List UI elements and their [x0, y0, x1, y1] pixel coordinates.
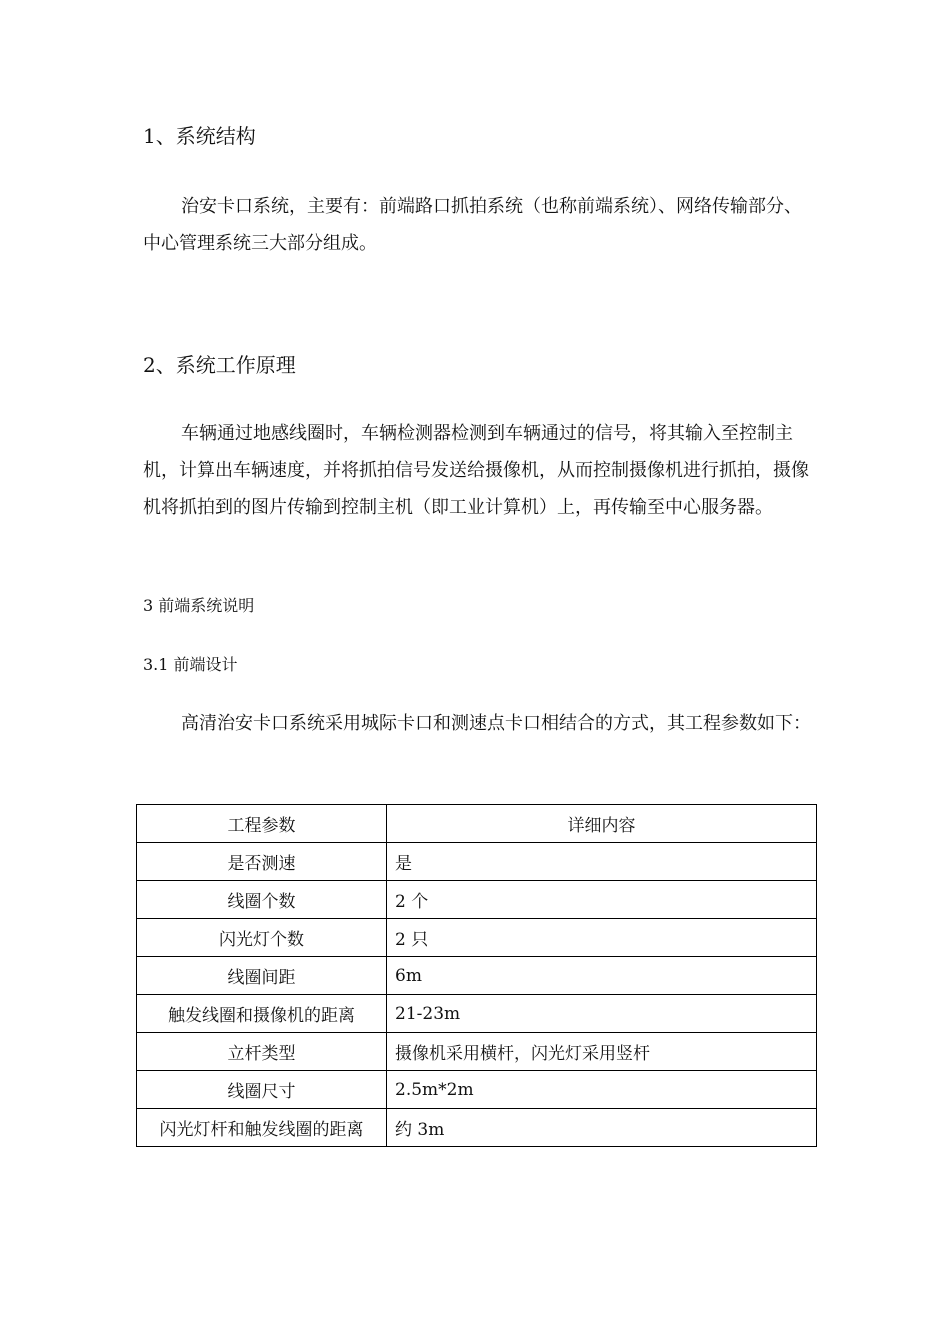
table-row [137, 995, 817, 1033]
param-name-cell: 线圈间距 [137, 957, 387, 995]
param-value-cell: 21-23m [387, 995, 817, 1033]
section-3-1-heading: 3.1 前端设计 [143, 655, 238, 674]
table-row [137, 1033, 817, 1071]
table-row [137, 881, 817, 919]
section-3-1-paragraph: 高清治安卡口系统采用城际卡口和测速点卡口相结合的方式，其工程参数如下： [181, 713, 811, 734]
table-header-row [137, 805, 817, 843]
param-value-cell: 6m [387, 957, 817, 995]
table-row [137, 957, 817, 995]
param-name-cell: 线圈个数 [137, 881, 387, 919]
header-cell-parameter: 工程参数 [137, 805, 387, 843]
param-value-cell: 摄像机采用横杆，闪光灯采用竖杆 [387, 1033, 817, 1071]
section-1-paragraph: 治安卡口系统，主要有：前端路口抓拍系统（也称前端系统）、网络传输部分、中心管理系统三大部分组成。 [143, 196, 802, 254]
param-name-cell: 闪光灯个数 [137, 919, 387, 957]
param-value-cell: 2 个 [387, 881, 817, 919]
section-1-heading: 1、系统结构 [143, 124, 256, 148]
param-value-cell: 约 3m [387, 1109, 817, 1147]
table-row [137, 843, 817, 881]
section-3-heading: 3 前端系统说明 [143, 596, 255, 615]
section-2-heading: 2、系统工作原理 [143, 353, 296, 377]
table-row [137, 1109, 817, 1147]
param-name-cell: 触发线圈和摄像机的距离 [137, 995, 387, 1033]
table-row [137, 919, 817, 957]
param-name-cell: 是否测速 [137, 843, 387, 881]
param-name-cell: 线圈尺寸 [137, 1071, 387, 1109]
header-cell-detail: 详细内容 [387, 805, 817, 843]
param-value-cell: 2 只 [387, 919, 817, 957]
param-value-cell: 是 [387, 843, 817, 881]
table-row [137, 1071, 817, 1109]
param-name-cell: 立杆类型 [137, 1033, 387, 1071]
section-2-paragraph: 车辆通过地感线圈时，车辆检测器检测到车辆通过的信号，将其输入至控制主机，计算出车辆速度，并将抓拍信号发送给摄像机，从而控制摄像机进行抓拍，摄像机将抓拍到的图片传输到控制主机（即工业计算机）上，再传输至中心服务器。 [143, 423, 809, 518]
engineering-parameters-table [136, 804, 817, 1147]
param-value-cell: 2.5m*2m [387, 1071, 817, 1109]
param-name-cell: 闪光灯杆和触发线圈的距离 [137, 1109, 387, 1147]
